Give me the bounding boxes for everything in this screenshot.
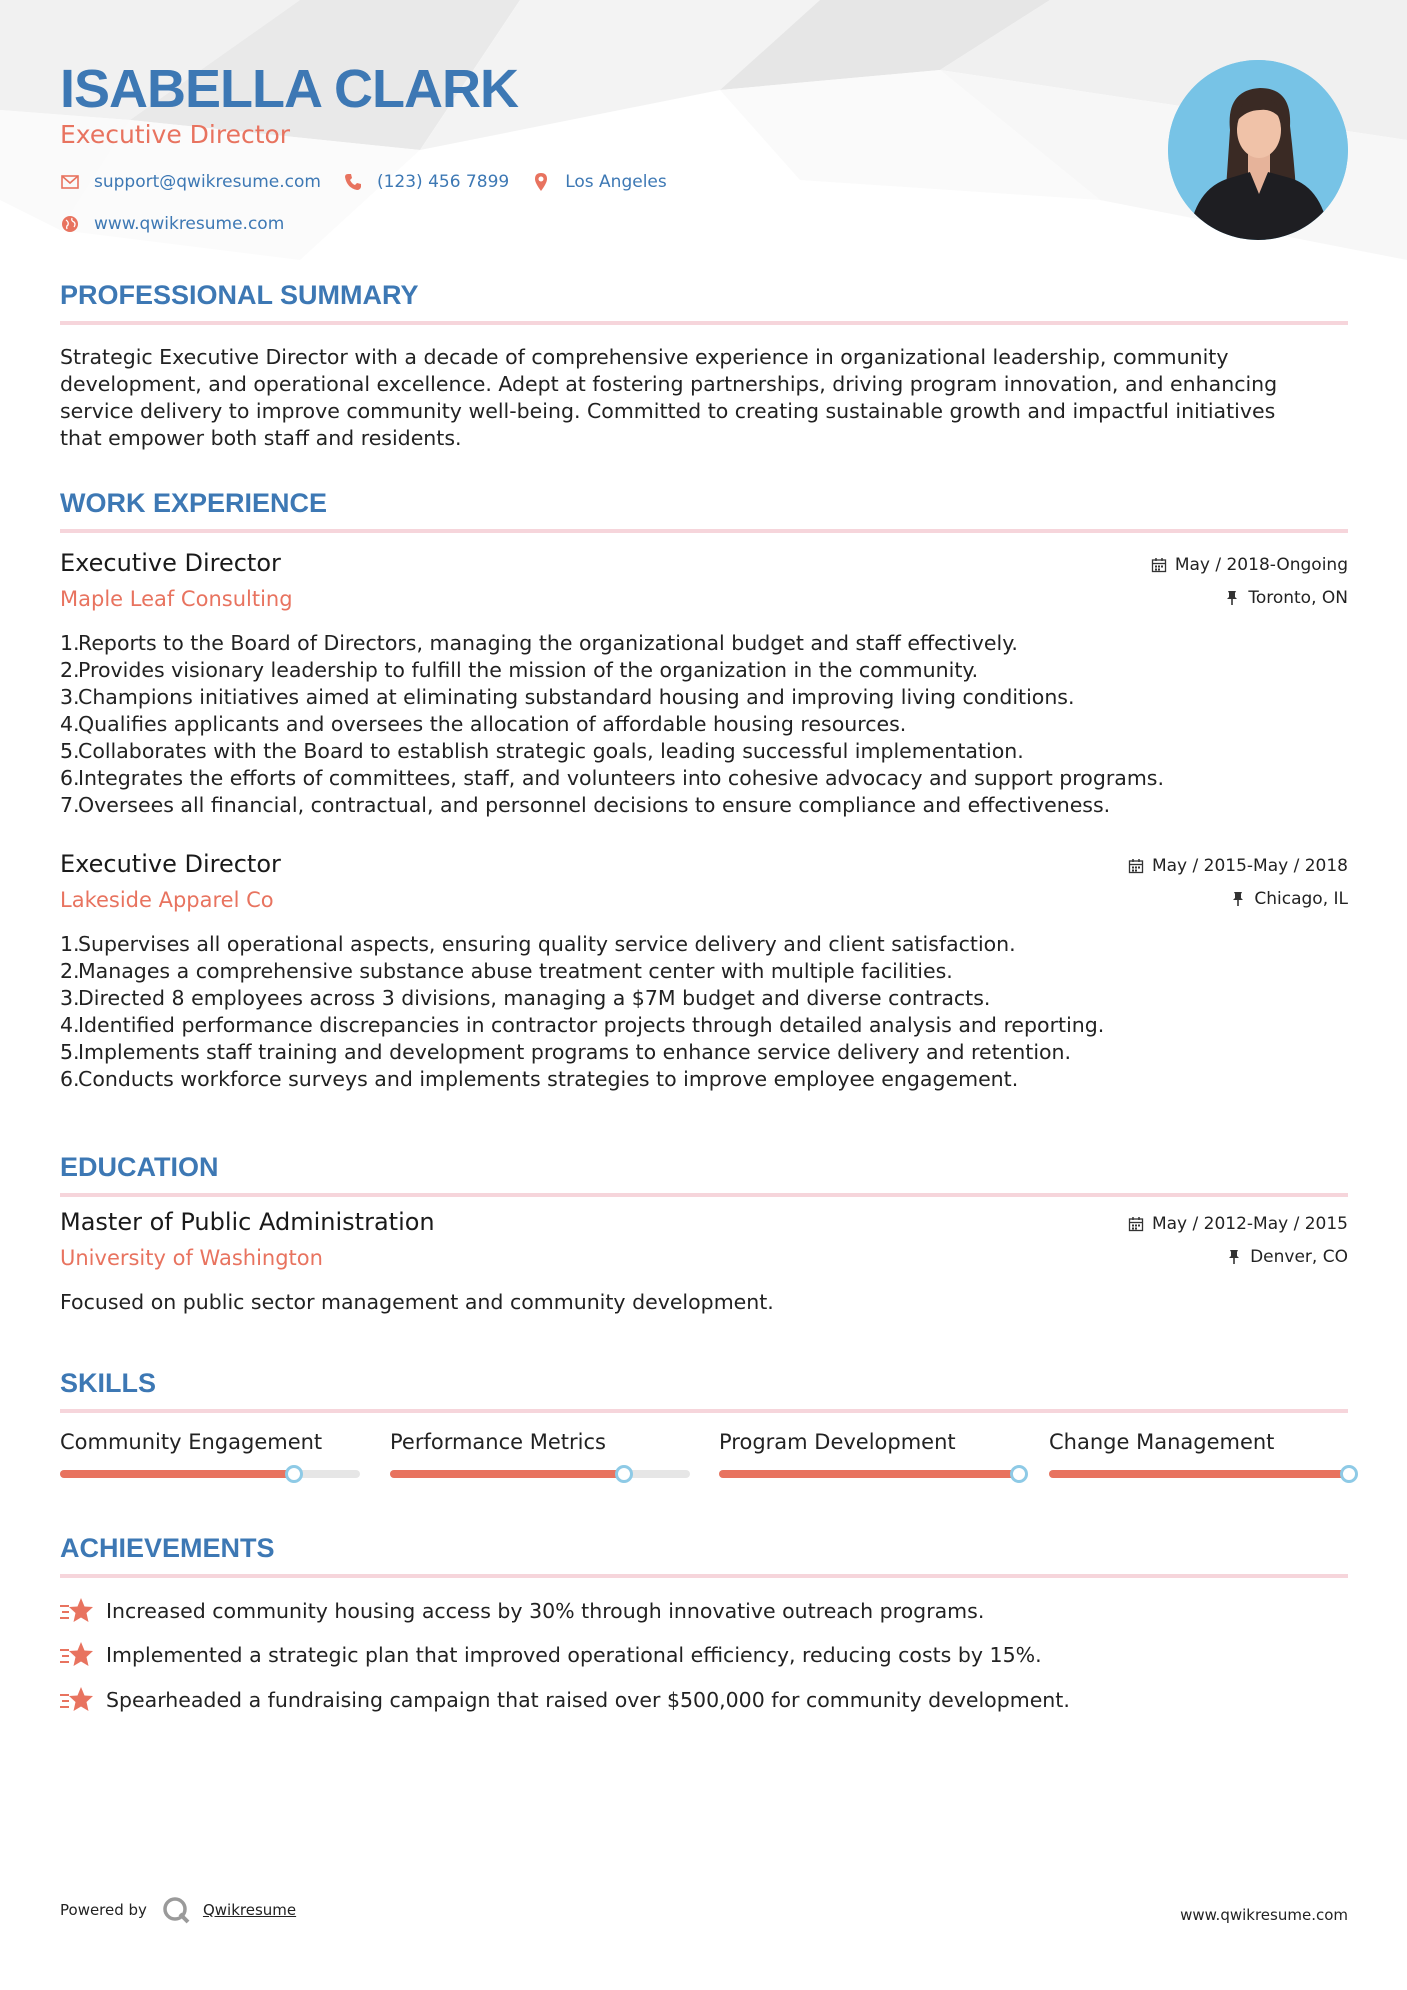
- achievement-item: [60, 1640, 1042, 1670]
- item-text: Champions initiatives aimed at eliminating substandard housing and improving living conditions.: [78, 685, 1075, 709]
- envelope-icon: [60, 172, 80, 192]
- skill-bar-fill: [1049, 1470, 1349, 1478]
- skill-knob: [1340, 1465, 1358, 1483]
- website-text[interactable]: www.qwikresume.com: [94, 214, 285, 234]
- job-location-text: Toronto, ON: [1248, 588, 1348, 608]
- job-2-bullets: [60, 931, 1348, 1093]
- item-number: 3.: [60, 685, 80, 709]
- achievement-text: Increased community housing access by 30% through innovative outreach programs.: [106, 1599, 985, 1623]
- skill-bar: [719, 1470, 1019, 1478]
- list-item: [60, 738, 1348, 765]
- education-dates: [1128, 1214, 1348, 1234]
- job-dates: [1128, 856, 1348, 876]
- list-item: [60, 1066, 1348, 1093]
- list-item: [60, 792, 1348, 819]
- skill-item: [60, 1430, 360, 1454]
- section-title-experience: WORK EXPERIENCE: [60, 488, 1348, 533]
- calendar-icon: [1151, 557, 1167, 573]
- item-number: 2.: [60, 658, 80, 682]
- item-text: Oversees all financial, contractual, and personnel decisions to ensure compliance and effectiveness.: [78, 793, 1111, 817]
- education-description: Focused on public sector management and community development.: [60, 1290, 774, 1314]
- list-item: [60, 985, 1348, 1012]
- candidate-title: Executive Director: [60, 120, 291, 149]
- item-number: 5.: [60, 739, 80, 763]
- item-number: 4.: [60, 712, 80, 736]
- achievement-item: [60, 1685, 1070, 1715]
- contact-location: [531, 172, 667, 192]
- calendar-icon: [1128, 1216, 1144, 1232]
- contact-row-website: [60, 214, 306, 234]
- summary-line: that empower both staff and residents.: [60, 426, 462, 450]
- achievement-text: Implemented a strategic plan that improved operational efficiency, reducing costs by 15%.: [106, 1643, 1042, 1667]
- list-item: [60, 684, 1348, 711]
- shooting-star-icon: [60, 1640, 94, 1670]
- contact-website[interactable]: [60, 214, 284, 234]
- pushpin-icon: [1230, 891, 1246, 907]
- job-dates-text: May / 2015-May / 2018: [1151, 856, 1348, 876]
- item-text: Manages a comprehensive substance abuse treatment center with multiple facilities.: [78, 959, 953, 983]
- education-location: [1226, 1247, 1348, 1267]
- footer-powered-by: [60, 1895, 296, 1925]
- item-text: Integrates the efforts of committees, staff, and volunteers into cohesive advocacy and support programs.: [78, 766, 1164, 790]
- phone-text[interactable]: (123) 456 7899: [376, 172, 510, 192]
- shooting-star-icon: [60, 1596, 94, 1626]
- skill-bar: [390, 1470, 690, 1478]
- item-number: 6.: [60, 1067, 80, 1091]
- item-number: 3.: [60, 986, 80, 1010]
- job-company: Maple Leaf Consulting: [60, 587, 293, 611]
- skill-bar: [60, 1470, 360, 1478]
- job-dates-text: May / 2018-Ongoing: [1174, 555, 1348, 575]
- email-text[interactable]: support@qwikresume.com: [94, 172, 321, 192]
- skill-name: Change Management: [1049, 1430, 1275, 1454]
- degree: Master of Public Administration: [60, 1208, 435, 1236]
- job-location-text: Chicago, IL: [1254, 889, 1348, 909]
- item-number: 1.: [60, 631, 80, 655]
- job-role: Executive Director: [60, 850, 281, 878]
- item-text: Collaborates with the Board to establish strategic goals, leading successful implementation.: [78, 739, 1024, 763]
- education-location-text: Denver, CO: [1250, 1247, 1348, 1267]
- pushpin-icon: [1224, 590, 1240, 606]
- candidate-name: ISABELLA CLARK: [60, 59, 518, 119]
- contact-row: [60, 172, 689, 192]
- skill-name: Community Engagement: [60, 1430, 323, 1454]
- skill-item: [719, 1430, 1019, 1454]
- item-text: Reports to the Board of Directors, managing the organizational budget and staff effectively.: [78, 631, 1018, 655]
- section-title-skills: SKILLS: [60, 1368, 1348, 1413]
- school: University of Washington: [60, 1246, 323, 1270]
- item-number: 4.: [60, 1013, 80, 1037]
- contact-email[interactable]: [60, 172, 321, 192]
- powered-by-label: Powered by: [60, 1901, 147, 1919]
- education-dates-text: May / 2012-May / 2015: [1151, 1214, 1348, 1234]
- item-text: Supervises all operational aspects, ensuring quality service delivery and client satisfaction.: [78, 932, 1016, 956]
- footer-site-link[interactable]: www.qwikresume.com: [1180, 1906, 1348, 1924]
- profile-photo: [1168, 60, 1348, 240]
- item-number: 5.: [60, 1040, 80, 1064]
- list-item: [60, 931, 1348, 958]
- item-text: Directed 8 employees across 3 divisions, managing a $7M budget and diverse contracts.: [78, 986, 991, 1010]
- section-title-achievements: ACHIEVEMENTS: [60, 1533, 1348, 1578]
- skill-bar-fill: [719, 1470, 1019, 1478]
- section-title-education: EDUCATION: [60, 1152, 1348, 1197]
- skill-item: [1049, 1430, 1349, 1454]
- achievement-text: Spearheaded a fundraising campaign that raised over $500,000 for community development.: [106, 1688, 1070, 1712]
- job-1-bullets: [60, 630, 1348, 819]
- skill-knob: [1010, 1465, 1028, 1483]
- list-item: [60, 657, 1348, 684]
- skill-knob: [615, 1465, 633, 1483]
- contact-phone[interactable]: [343, 172, 509, 192]
- item-text: Provides visionary leadership to fulfill the mission of the organization in the community.: [78, 658, 979, 682]
- shooting-star-icon: [60, 1685, 94, 1715]
- map-pin-icon: [531, 172, 551, 192]
- item-number: 2.: [60, 959, 80, 983]
- globe-icon: [60, 214, 80, 234]
- list-item: [60, 1012, 1348, 1039]
- skill-knob: [285, 1465, 303, 1483]
- pushpin-icon: [1226, 1249, 1242, 1265]
- skill-bar-fill: [60, 1470, 294, 1478]
- list-item: [60, 711, 1348, 738]
- job-location: [1230, 889, 1348, 909]
- summary-line: Strategic Executive Director with a decade of comprehensive experience in organizational leadership, community: [60, 345, 1229, 369]
- calendar-icon: [1128, 858, 1144, 874]
- item-number: 1.: [60, 932, 80, 956]
- item-text: Identified performance discrepancies in contractor projects through detailed analysis and reporting.: [78, 1013, 1105, 1037]
- summary-line: development, and operational excellence. Adept at fostering partnerships, driving program innovation, and enhancing: [60, 372, 1278, 396]
- item-text: Conducts workforce surveys and implements strategies to improve employee engagement.: [78, 1067, 1019, 1091]
- portrait-illustration: [1168, 60, 1348, 240]
- location-text: Los Angeles: [565, 172, 667, 192]
- skill-item: [390, 1430, 690, 1454]
- job-location: [1224, 588, 1348, 608]
- summary-line: service delivery to improve community well-being. Committed to creating sustainable growth and impactful initiatives: [60, 399, 1276, 423]
- list-item: [60, 765, 1348, 792]
- job-company: Lakeside Apparel Co: [60, 888, 274, 912]
- skill-name: Program Development: [719, 1430, 956, 1454]
- skill-name: Performance Metrics: [390, 1430, 606, 1454]
- qwikresume-logo-icon: [161, 1895, 191, 1925]
- list-item: [60, 630, 1348, 657]
- job-dates: [1151, 555, 1348, 575]
- section-title-summary: PROFESSIONAL SUMMARY: [60, 280, 1348, 325]
- item-text: Qualifies applicants and oversees the allocation of affordable housing resources.: [78, 712, 907, 736]
- list-item: [60, 1039, 1348, 1066]
- list-item: [60, 958, 1348, 985]
- summary-text: [60, 344, 1348, 452]
- item-number: 7.: [60, 793, 80, 817]
- skill-bar: [1049, 1470, 1349, 1478]
- qwikresume-link[interactable]: Qwikresume: [202, 1901, 297, 1919]
- item-number: 6.: [60, 766, 80, 790]
- phone-icon: [343, 172, 363, 192]
- job-role: Executive Director: [60, 549, 281, 577]
- skill-bar-fill: [390, 1470, 624, 1478]
- item-text: Implements staff training and development programs to enhance service delivery and retention.: [78, 1040, 1072, 1064]
- achievement-item: [60, 1596, 984, 1626]
